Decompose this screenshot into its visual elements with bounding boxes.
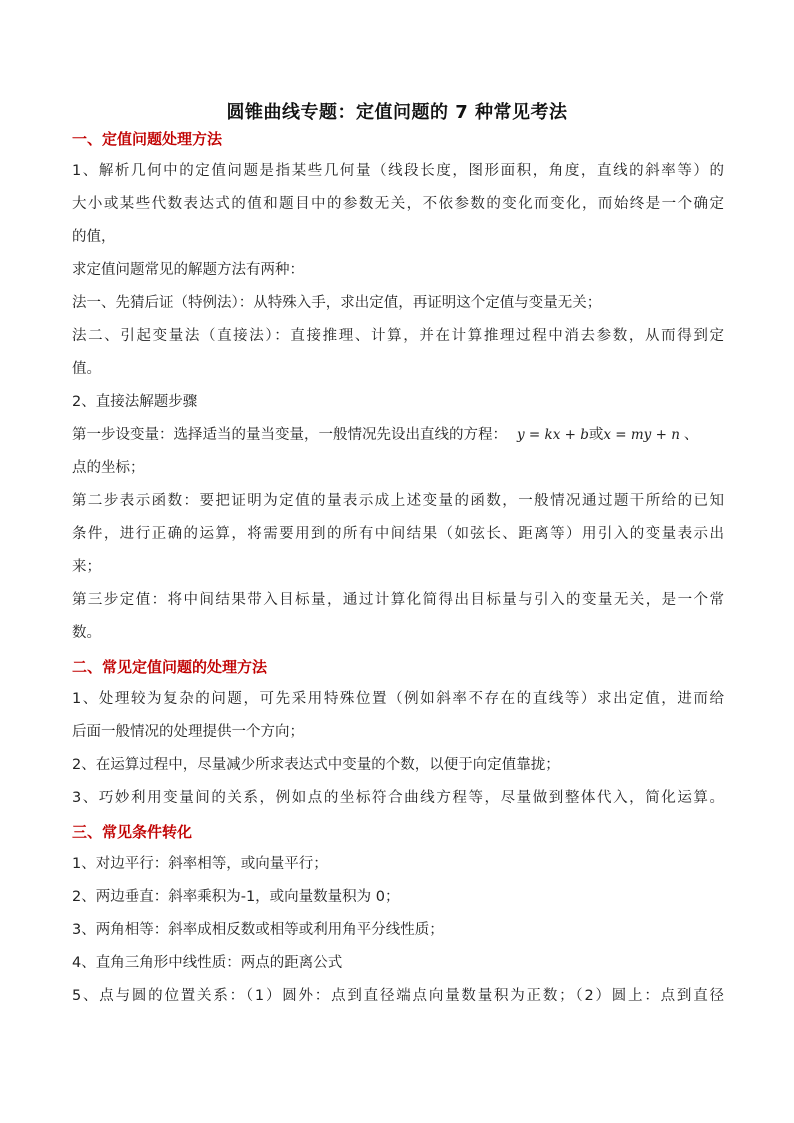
- step-three-line: 数。: [72, 625, 101, 641]
- step-three-line: 第三步定值：将中间结果带入目标量，通过计算化简得出目标量与引入的变量无关，是一个常: [72, 592, 724, 608]
- step-one-continuation: 点的坐标；: [72, 460, 145, 476]
- steps-heading-line: 2、直接法解题步骤: [72, 394, 198, 410]
- paragraph-line: 大小或某些代数表达式的值和题目中的参数无关，不依参数的变化而变化，而始终是一个确定: [72, 196, 724, 212]
- paragraph-line: 1、处理较为复杂的问题，可先采用特殊位置（例如斜率不存在的直线等）求出定值，进而给: [72, 691, 724, 707]
- paragraph-line: 2、在运算过程中，尽量减少所求表达式中变量的个数，以便于向定值靠拢；: [72, 757, 560, 773]
- method-two-line: 法二、引起变量法（直接法）：直接推理、计算，并在计算推理过程中消去参数，从而得到定: [72, 328, 724, 344]
- step-one-tail: 、: [683, 427, 699, 443]
- list-item: 5、点与圆的位置关系：（1）圆外：点到直径端点向量数量积为正数；（2）圆上：点到直径: [72, 988, 724, 1004]
- step-two-line: 第二步表示函数：要把证明为定值的量表示成上述变量的函数，一般情况通过题干所给的已知: [72, 493, 724, 509]
- paragraph-line: 后面一般情况的处理提供一个方向；: [72, 724, 304, 740]
- list-item: 3、两角相等：斜率成相反数或相等或利用角平分线性质；: [72, 922, 444, 938]
- line-equation-slope-form: y = kx + b: [517, 427, 589, 443]
- section-2-heading: 二、常见定值问题的处理方法: [72, 658, 268, 676]
- step-two-line: 条件，进行正确的运算，将需要用到的所有中间结果（如弦长、距离等）用引入的变量表示出: [72, 526, 724, 542]
- step-one-line: [72, 425, 724, 445]
- list-item: 4、直角三角形中线性质：两点的距离公式: [72, 955, 343, 971]
- section-3-heading: 三、常见条件转化: [72, 823, 193, 841]
- paragraph-line: 值。: [72, 361, 101, 377]
- section-1-heading: 一、定值问题处理方法: [72, 130, 223, 148]
- list-item: 2、两边垂直：斜率乘积为-1，或向量数量积为 0；: [72, 889, 400, 905]
- line-equation-inverse-form: x = my + n: [603, 427, 680, 443]
- paragraph-line: 1、解析几何中的定值问题是指某些几何量（线段长度，图形面积，角度，直线的斜率等）的: [72, 163, 724, 179]
- method-one-line: 法一、先猜后证（特例法）：从特殊入手，求出定值，再证明这个定值与变量无关；: [72, 295, 602, 311]
- paragraph-line: 的值，: [72, 229, 116, 245]
- or-text: 或: [588, 427, 604, 443]
- step-two-line: 来；: [72, 559, 101, 575]
- paragraph-line: 求定值问题常见的解题方法有两种：: [72, 262, 304, 278]
- paragraph-line: 3、巧妙利用变量间的关系，例如点的坐标符合曲线方程等，尽量做到整体代入，简化运算。: [72, 790, 724, 806]
- page-title: 圆锥曲线专题：定值问题的 7 种常见考法: [226, 102, 568, 123]
- step-one-text: 第一步设变量：选择适当的量当变量，一般情况先设出直线的方程：: [72, 427, 507, 443]
- list-item: 1、对边平行：斜率相等，或向量平行；: [72, 856, 328, 872]
